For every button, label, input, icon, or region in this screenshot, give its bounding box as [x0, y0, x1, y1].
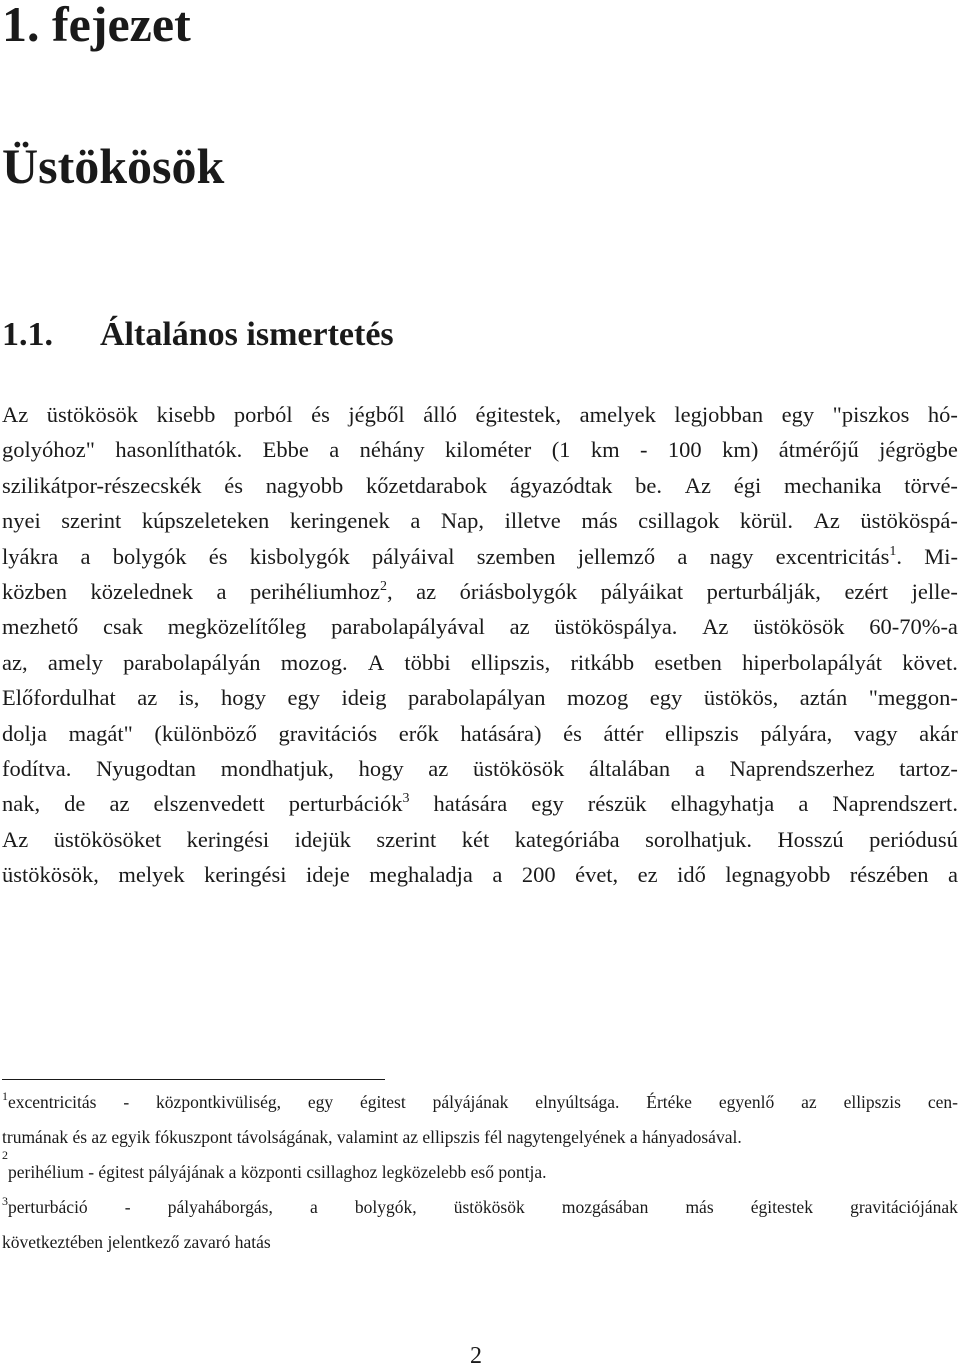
word: bolygók, — [354, 1197, 417, 1217]
chapter-label: 1. fejezet — [2, 0, 191, 52]
word: és — [224, 472, 243, 498]
word: kőzetdarabok — [365, 472, 488, 498]
body-line — [2, 397, 958, 432]
word: üstökösök — [46, 402, 139, 427]
body-line — [2, 822, 958, 857]
word: álló — [423, 402, 457, 427]
word — [289, 786, 410, 821]
word: hatására) — [460, 720, 542, 746]
word: csillagok — [638, 508, 720, 534]
section-number: 1.1. — [2, 316, 53, 353]
body-line — [2, 716, 958, 751]
word: csillaghoz — [306, 1162, 378, 1182]
body-line — [2, 645, 958, 680]
word: egy — [781, 402, 815, 427]
word: kategóriába — [514, 826, 620, 852]
word: trumának — [2, 1127, 69, 1147]
word: 200 — [521, 862, 556, 888]
word: Az — [2, 826, 29, 852]
word: parabolapályával — [331, 614, 485, 640]
body-line — [2, 609, 958, 644]
footnote-ref-1[interactable]: 1 — [889, 543, 897, 559]
word: kisebb — [156, 402, 216, 427]
word: az — [91, 1127, 107, 1147]
word: excentricitás — [8, 1092, 97, 1112]
word: legnagyobb — [725, 862, 831, 888]
word: "meggon- — [868, 685, 958, 711]
word: excentricitás — [775, 543, 890, 569]
word: bolygók — [112, 543, 187, 569]
word: hiperbolapályát — [742, 649, 883, 675]
body-line — [2, 574, 958, 609]
word: nak, — [2, 791, 41, 817]
footnote-2 — [2, 1148, 958, 1190]
word: , — [386, 578, 393, 604]
word: és — [563, 720, 582, 746]
word: pályáival — [372, 543, 455, 569]
word — [776, 539, 902, 574]
word: elnyúltsága. — [535, 1092, 620, 1112]
word: Naprendszerhez — [729, 755, 875, 781]
word: (1 — [551, 437, 571, 463]
word: szilikátpor-részecskék — [2, 472, 202, 498]
word: legközelebb — [381, 1162, 467, 1182]
page-number: 2 — [470, 1343, 482, 1369]
word: egyik — [111, 1127, 151, 1147]
word: ideje — [306, 862, 350, 888]
word: Nap, — [440, 508, 485, 534]
word: a — [492, 862, 503, 888]
word: zavaró — [183, 1232, 231, 1252]
section-title: Általános ismertetés — [100, 316, 394, 353]
word: magát" — [68, 720, 133, 746]
word: központkivüliség, — [156, 1092, 281, 1112]
word: körül. — [739, 508, 794, 534]
word: "piszkos — [832, 402, 910, 427]
word: idejük — [294, 826, 351, 852]
section-heading — [2, 313, 394, 357]
word: következtében — [2, 1232, 104, 1252]
word: a — [228, 1162, 237, 1182]
word: amelyek — [579, 402, 656, 427]
word: égitest — [360, 1092, 406, 1112]
word: ellipszis — [422, 1127, 480, 1147]
footnote-separator — [2, 1079, 385, 1080]
word: - — [123, 1092, 130, 1112]
footnote-1 — [2, 1085, 958, 1120]
word: fél — [484, 1127, 503, 1147]
word: ezért — [844, 578, 889, 604]
body-line — [2, 468, 958, 503]
word: ágyazódtak — [509, 472, 613, 498]
word: meghaladja — [369, 862, 473, 888]
footnote-3-continued — [2, 1225, 958, 1260]
word: üstökösök — [472, 755, 565, 781]
word: ez — [637, 862, 658, 888]
word: Értéke — [646, 1092, 692, 1112]
word: 60-70%-a — [869, 614, 958, 640]
word: illetve — [504, 508, 561, 534]
word: tartoz- — [899, 755, 958, 781]
footnote-ref-3[interactable]: 3 — [402, 791, 410, 807]
word: Mi- — [924, 543, 958, 569]
word: A — [367, 649, 385, 675]
footnote-3 — [2, 1190, 958, 1225]
word: legjobban — [674, 402, 764, 427]
word: egy — [287, 685, 320, 711]
word: üstököspálya. — [554, 614, 678, 640]
word: perihéliumhoz — [249, 578, 380, 604]
word: pályaháborgás, — [167, 1197, 273, 1217]
word: keringenek — [289, 508, 390, 534]
word: többi — [404, 649, 451, 675]
word: jelentkező — [107, 1232, 180, 1252]
word: cen- — [927, 1092, 958, 1112]
word: erők — [398, 720, 439, 746]
word: keringési — [204, 862, 287, 888]
word: aztán — [799, 685, 848, 711]
word: amely — [47, 649, 103, 675]
word: dolja — [2, 720, 47, 746]
word: . — [896, 543, 902, 569]
word: km — [590, 437, 620, 463]
word: Ebbe — [262, 437, 309, 463]
word: égi — [733, 472, 762, 498]
chapter-title: Üstökösök — [2, 138, 225, 194]
word: a — [629, 1127, 638, 1147]
footnote-marker-2: 2 — [2, 1148, 8, 1162]
word: közben — [2, 578, 67, 604]
word: Nyugodtan — [96, 755, 197, 781]
word: be. — [635, 472, 662, 498]
word — [250, 574, 393, 609]
word: hányadosával. — [642, 1127, 742, 1147]
word: jégrögbe — [879, 437, 958, 463]
word: a — [216, 578, 227, 604]
word: jellemző — [577, 543, 656, 569]
word: égitestek, — [475, 402, 562, 427]
word: hogy — [220, 685, 266, 711]
word: távolságának, — [236, 1127, 333, 1147]
word — [2, 1190, 88, 1225]
word: Az — [684, 472, 711, 498]
body-line — [2, 786, 958, 821]
word: nagyobb — [265, 472, 344, 498]
word: hatására — [433, 791, 508, 817]
word: hogy — [358, 755, 404, 781]
word: parabolapályán — [123, 649, 261, 675]
word: néhány — [359, 437, 425, 463]
word: egy — [307, 1092, 334, 1112]
word: ellipszis — [665, 720, 739, 746]
word: sorolhatjuk. — [645, 826, 752, 852]
word: a — [694, 755, 705, 781]
word: parabolapályan — [408, 685, 546, 711]
word: üstökös, — [703, 685, 779, 711]
word: törvé- — [904, 472, 958, 498]
word: égitestek — [750, 1197, 813, 1217]
word: nyei — [2, 508, 41, 534]
word: elhagyhatja — [670, 791, 775, 817]
footnotes — [2, 1085, 958, 1260]
word: akár — [919, 720, 958, 746]
word: nagytengelyének — [506, 1127, 626, 1147]
word: ellipszis, — [470, 649, 551, 675]
word: az — [416, 578, 437, 604]
word: a — [947, 862, 958, 888]
word: a — [798, 791, 809, 817]
word: égitest — [98, 1162, 145, 1182]
word: mozog. — [280, 649, 348, 675]
word: részében — [849, 862, 929, 888]
word: és — [311, 402, 330, 427]
word: üstökösök — [753, 614, 845, 640]
word: üstökösök — [453, 1197, 525, 1217]
word: pályára, — [760, 720, 833, 746]
word: általában — [588, 755, 671, 781]
word: kúpszeleteken — [141, 508, 270, 534]
word: kisbolygók — [249, 543, 350, 569]
word: az — [509, 614, 530, 640]
word: szerint — [61, 508, 122, 534]
word: csak — [102, 614, 143, 640]
word: kilométer — [445, 437, 532, 463]
word: átmérőjű — [778, 437, 859, 463]
word: - — [88, 1162, 95, 1182]
word: és — [72, 1127, 88, 1147]
word: más — [685, 1197, 714, 1217]
word: (különböző — [154, 720, 257, 746]
word: Az — [2, 402, 29, 427]
word: melyek — [118, 862, 185, 888]
word: lyákra — [2, 543, 59, 569]
word: közelednek — [90, 578, 193, 604]
word: fodítva. — [2, 755, 72, 781]
word — [2, 1085, 96, 1120]
word: mozog — [567, 685, 629, 711]
footnote-ref-2[interactable]: 2 — [379, 578, 387, 594]
word: 100 — [667, 437, 702, 463]
word: az — [428, 755, 449, 781]
footnote-1-continued — [2, 1120, 958, 1155]
word: megközelítőleg — [167, 614, 307, 640]
word: keringési — [186, 826, 270, 852]
word: Az — [813, 508, 840, 534]
word: Az — [702, 614, 729, 640]
body-line — [2, 751, 958, 786]
word: a — [309, 1197, 318, 1217]
word: egy — [531, 791, 564, 817]
word: ideig — [341, 685, 387, 711]
word: óriásbolygók — [459, 578, 578, 604]
word: üstökösök, — [2, 862, 99, 888]
word: hó- — [927, 402, 958, 427]
word: mechanika — [784, 472, 882, 498]
word: az — [402, 1127, 419, 1147]
word: periódusú — [869, 826, 958, 852]
word: ellipszis — [843, 1092, 901, 1112]
word: üstököspá- — [860, 508, 958, 534]
word: fókuszpont — [154, 1127, 233, 1147]
word: perturbáció — [8, 1197, 88, 1217]
word: de — [64, 791, 86, 817]
word: mezhető — [2, 614, 79, 640]
word: más — [581, 508, 618, 534]
word: egyenlő — [718, 1092, 775, 1112]
word: szerint — [376, 826, 437, 852]
word: jégből — [348, 402, 405, 427]
word: és — [208, 543, 228, 569]
word: esetben — [654, 649, 722, 675]
word: Előfordulhat — [2, 685, 116, 711]
word: a — [677, 543, 688, 569]
word: porból — [233, 402, 293, 427]
word: perturbációk — [288, 791, 403, 817]
word: - — [124, 1197, 131, 1217]
word: jelle- — [911, 578, 958, 604]
word: áttér — [603, 720, 644, 746]
word: a — [80, 543, 91, 569]
word: évet, — [575, 862, 619, 888]
word: elszenvedett — [153, 791, 265, 817]
word: idő — [677, 862, 706, 888]
footnote-marker-3: 3 — [2, 1194, 8, 1208]
word: km) — [722, 437, 759, 463]
word: az — [137, 685, 158, 711]
word: az — [109, 791, 130, 817]
word: az — [801, 1092, 817, 1112]
word: hatás — [234, 1232, 271, 1252]
word: központi — [240, 1162, 303, 1182]
word: mondhatjuk, — [220, 755, 334, 781]
word: - — [640, 437, 648, 463]
word: az, — [2, 649, 28, 675]
word: hasonlíthatók. — [115, 437, 243, 463]
body-line — [2, 539, 958, 574]
word: a — [329, 437, 340, 463]
word: pontja. — [498, 1162, 547, 1182]
word: Hosszú — [777, 826, 844, 852]
body-line — [2, 857, 958, 892]
word: üstökösöket — [53, 826, 162, 852]
word: szemben — [476, 543, 556, 569]
body-paragraph — [2, 397, 958, 892]
word: ritkább — [570, 649, 635, 675]
word: Naprendszert. — [832, 791, 958, 817]
word: a — [410, 508, 421, 534]
word: perturbálják, — [706, 578, 821, 604]
word: eső — [470, 1162, 494, 1182]
word: is, — [178, 685, 200, 711]
word: két — [461, 826, 490, 852]
body-line — [2, 680, 958, 715]
word: egy — [649, 685, 683, 711]
word: mozgásában — [561, 1197, 649, 1217]
word: pályáikat — [600, 578, 684, 604]
word: követ. — [902, 649, 958, 675]
footnote-marker-1: 1 — [2, 1089, 8, 1103]
word: részük — [587, 791, 647, 817]
word: valamint — [336, 1127, 399, 1147]
word: golyóhoz" — [2, 437, 95, 463]
body-line — [2, 432, 958, 467]
word: perihélium — [8, 1162, 84, 1182]
word: pályájának — [148, 1162, 225, 1182]
word: vagy — [853, 720, 898, 746]
word: gravitációjának — [850, 1197, 958, 1217]
body-line — [2, 503, 958, 538]
word: pályájának — [432, 1092, 509, 1112]
word: gravitációs — [278, 720, 378, 746]
word: nagy — [709, 543, 754, 569]
